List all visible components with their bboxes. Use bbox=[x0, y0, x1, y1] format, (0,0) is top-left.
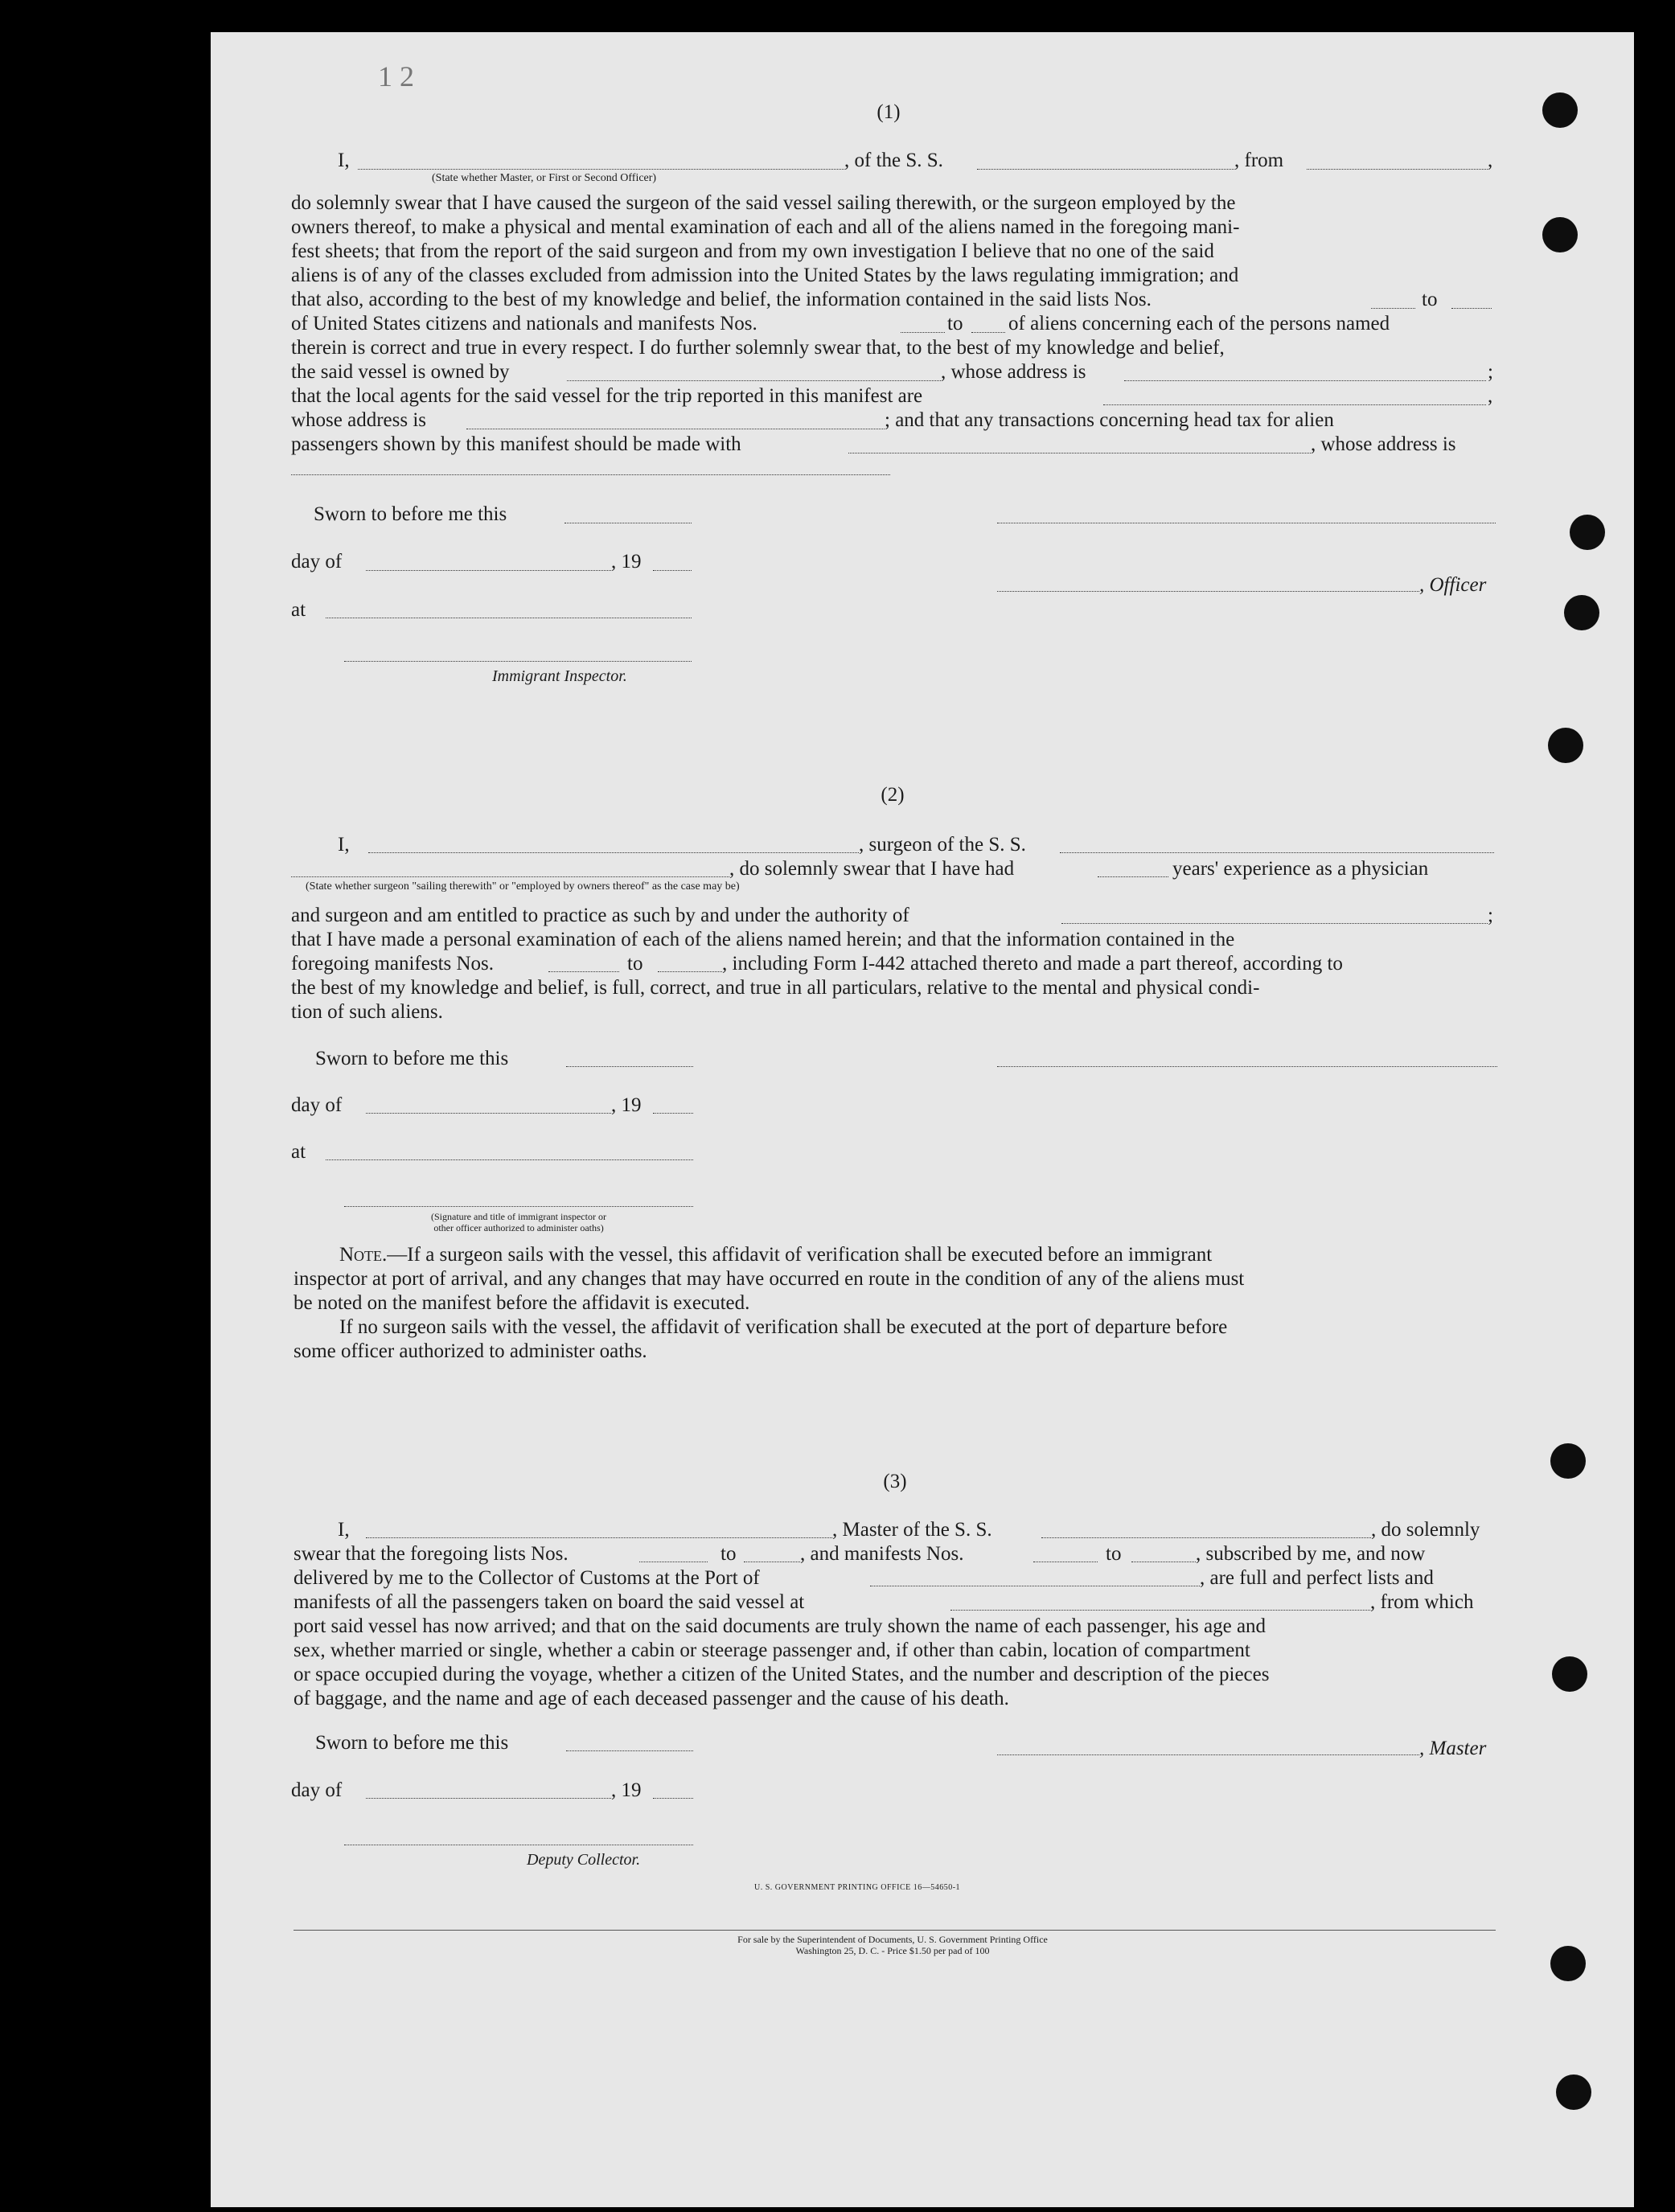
s2-note-5: some officer authorized to administer oaths. bbox=[294, 1340, 647, 1362]
rule bbox=[1371, 308, 1415, 309]
footer-sale-1: For sale by the Superintendent of Documents, U. S. Government Printing Office bbox=[737, 1934, 1048, 1945]
s3-i: I, bbox=[338, 1519, 350, 1541]
s2-sig-note-1: (Signature and title of immigrant inspector or bbox=[431, 1211, 606, 1222]
s3-nineteen: , 19 bbox=[611, 1779, 642, 1801]
s3-p1b: to bbox=[720, 1543, 737, 1565]
s1-comma: , bbox=[1488, 150, 1493, 171]
s1-p7: therein is correct and true in every respect. I do further solemnly swear that, to the best of my knowledge and belief, bbox=[291, 337, 1225, 359]
rule bbox=[326, 1159, 693, 1160]
s2-i: I, bbox=[338, 834, 350, 856]
s1-p11b: , whose address is bbox=[1311, 433, 1456, 455]
s1-sworn: Sworn to before me this bbox=[314, 503, 507, 525]
s3-solemnly: , do solemnly bbox=[1371, 1519, 1480, 1541]
s1-p10b: ; and that any transactions concerning head tax for alien bbox=[885, 409, 1334, 431]
rule bbox=[366, 1113, 611, 1114]
s1-of-ss: , of the S. S. bbox=[844, 150, 943, 171]
s2-state-note: (State whether surgeon "sailing therewith" or "employed by owners thereof" as the case may be) bbox=[306, 880, 740, 893]
s3-p5: sex, whether married or single, whether a cabin or steerage passenger and, if other than cabin, location of compartment bbox=[294, 1640, 1250, 1661]
s1-p1: do solemnly swear that I have caused the surgeon of the said vessel sailing therewith, or the surgeon employed by the bbox=[291, 192, 1236, 214]
rule bbox=[1103, 404, 1486, 405]
rule bbox=[291, 474, 890, 475]
s1-p4: aliens is of any of the classes excluded from admission into the United States by the laws regulating immigration; and bbox=[291, 265, 1239, 286]
rule bbox=[950, 1610, 1370, 1611]
s2-note-2: inspector at port of arrival, and any changes that may have occurred en route in the condition of any of the aliens must bbox=[294, 1268, 1245, 1290]
punch-hole bbox=[1550, 1443, 1586, 1479]
signature-line bbox=[997, 1066, 1497, 1067]
s2-p3a: foregoing manifests Nos. bbox=[291, 953, 495, 975]
s2-nineteen: , 19 bbox=[611, 1094, 642, 1116]
rule bbox=[291, 876, 729, 877]
s2-p3c: , including Form I-442 attached thereto and made a part thereof, according to bbox=[722, 953, 1343, 975]
s3-p6: or space occupied during the voyage, whether a citizen of the United States, and the number and description of the pieces bbox=[294, 1664, 1270, 1685]
s1-p11a: passengers shown by this manifest should be made with bbox=[291, 433, 741, 455]
s3-p1a: swear that the foregoing lists Nos. bbox=[294, 1543, 569, 1565]
s1-officer: , Officer bbox=[1419, 574, 1487, 596]
rule bbox=[368, 852, 859, 853]
s3-p1c: , and manifests Nos. bbox=[800, 1543, 964, 1565]
punch-hole bbox=[1564, 595, 1599, 630]
s3-p2a: delivered by me to the Collector of Customs at the Port of bbox=[294, 1567, 760, 1589]
s2-l2a: , do solemnly swear that I have had bbox=[729, 858, 1015, 880]
s1-at: at bbox=[291, 599, 306, 621]
s2-note-1 bbox=[339, 1243, 1212, 1267]
s3-master-of: , Master of the S. S. bbox=[832, 1519, 992, 1541]
rule bbox=[1098, 876, 1168, 877]
rule bbox=[1060, 852, 1494, 853]
footer-rule bbox=[294, 1930, 1496, 1931]
s2-sworn: Sworn to before me this bbox=[315, 1048, 509, 1069]
s1-inspector: Immigrant Inspector. bbox=[492, 667, 627, 685]
punch-hole bbox=[1548, 728, 1583, 763]
s1-p9a: that the local agents for the said vessel for the trip reported in this manifest are bbox=[291, 385, 923, 407]
s1-p3: fest sheets; that from the report of the said surgeon and from my own investigation I believe that no one of the said bbox=[291, 240, 1214, 262]
s3-p3b: , from which bbox=[1370, 1591, 1474, 1613]
rule bbox=[901, 332, 945, 333]
s1-p10a: whose address is bbox=[291, 409, 427, 431]
s1-p8c: ; bbox=[1488, 361, 1493, 383]
s1-p6a: of United States citizens and nationals and manifests Nos. bbox=[291, 313, 757, 334]
s1-p6b: to bbox=[947, 313, 963, 334]
s3-p1d: to bbox=[1106, 1543, 1122, 1565]
s2-note-label: Note. bbox=[339, 1244, 388, 1266]
rule bbox=[1124, 380, 1486, 381]
s1-p9b: , bbox=[1488, 385, 1493, 407]
s2-surgeon: , surgeon of the S. S. bbox=[859, 834, 1026, 856]
signature-line bbox=[344, 661, 692, 662]
rule bbox=[566, 1750, 693, 1751]
s3-day-of: day of bbox=[291, 1779, 343, 1801]
s2-p2: that I have made a personal examination of each of the aliens named herein; and that the information contained in the bbox=[291, 929, 1235, 950]
s2-p1b: ; bbox=[1488, 905, 1493, 926]
s1-nineteen: , 19 bbox=[611, 551, 642, 572]
rule bbox=[653, 1113, 693, 1114]
rule bbox=[366, 1537, 832, 1538]
s3-p2b: , are full and perfect lists and bbox=[1200, 1567, 1434, 1589]
rule bbox=[658, 971, 722, 972]
section-1-number: (1) bbox=[877, 101, 901, 123]
s3-deputy: Deputy Collector. bbox=[527, 1851, 641, 1869]
s2-l2b: years' experience as a physician bbox=[1172, 858, 1429, 880]
s3-p4: port said vessel has now arrived; and that on the said documents are truly shown the name of each passenger, his age and bbox=[294, 1615, 1267, 1637]
gpo-imprint: U. S. GOVERNMENT PRINTING OFFICE 16—54650-1 bbox=[754, 1883, 961, 1892]
section-2-number: (2) bbox=[881, 784, 905, 806]
section-3-number: (3) bbox=[883, 1471, 907, 1492]
punch-hole bbox=[1542, 217, 1578, 252]
rule bbox=[366, 570, 611, 571]
rule bbox=[366, 1798, 611, 1799]
s2-note-4: If no surgeon sails with the vessel, the affidavit of verification shall be executed at the port of departure before bbox=[339, 1316, 1228, 1338]
s2-sig-note-2: other officer authorized to administer oaths) bbox=[433, 1222, 604, 1233]
punch-hole bbox=[1550, 1946, 1586, 1981]
rule bbox=[977, 169, 1234, 170]
s2-p4: the best of my knowledge and belief, is full, correct, and true in all particulars, relative to the mental and physical condi- bbox=[291, 977, 1260, 999]
header-marks: 1 2 bbox=[378, 60, 414, 92]
rule bbox=[566, 1066, 693, 1067]
s3-p7: of baggage, and the name and age of each deceased passenger and the cause of his death. bbox=[294, 1688, 1009, 1709]
s1-p6c: of aliens concerning each of the persons named bbox=[1008, 313, 1390, 334]
s3-master: , Master bbox=[1419, 1738, 1487, 1759]
rule bbox=[1041, 1537, 1371, 1538]
s1-p8b: , whose address is bbox=[941, 361, 1086, 383]
rule bbox=[653, 1798, 693, 1799]
s1-p5b: to bbox=[1422, 289, 1438, 310]
rule bbox=[653, 570, 692, 571]
punch-hole bbox=[1542, 92, 1578, 128]
s1-p8a: the said vessel is owned by bbox=[291, 361, 510, 383]
s3-p1e: , subscribed by me, and now bbox=[1196, 1543, 1426, 1565]
s2-p5: tion of such aliens. bbox=[291, 1001, 443, 1023]
rule bbox=[567, 380, 941, 381]
punch-hole bbox=[1556, 2075, 1591, 2110]
s2-at: at bbox=[291, 1141, 306, 1163]
punch-hole bbox=[1552, 1656, 1587, 1692]
footer-sale-2: Washington 25, D. C. - Price $1.50 per pad of 100 bbox=[795, 1945, 990, 1956]
signature-line bbox=[997, 1754, 1419, 1755]
s1-state-note: (State whether Master, or First or Second Officer) bbox=[432, 172, 657, 184]
signature-line bbox=[344, 1206, 693, 1207]
s2-p1a: and surgeon and am entitled to practice as such by and under the authority of bbox=[291, 905, 909, 926]
rule bbox=[1061, 923, 1488, 924]
s1-p5a: that also, according to the best of my knowledge and belief, the information contained in the said lists Nos. bbox=[291, 289, 1152, 310]
s1-from: , from bbox=[1234, 150, 1284, 171]
s1-i: I, bbox=[338, 150, 350, 171]
rule bbox=[358, 169, 844, 170]
s2-day-of: day of bbox=[291, 1094, 343, 1116]
rule bbox=[971, 332, 1005, 333]
rule bbox=[1451, 308, 1492, 309]
s1-p2: owners thereof, to make a physical and mental examination of each and all of the aliens named in the foregoing mani- bbox=[291, 216, 1240, 238]
rule bbox=[1307, 169, 1488, 170]
signature-line bbox=[997, 591, 1419, 592]
s2-p3b: to bbox=[627, 953, 643, 975]
s3-p3a: manifests of all the passengers taken on board the said vessel at bbox=[294, 1591, 805, 1613]
punch-hole bbox=[1570, 515, 1605, 550]
s1-day-of: day of bbox=[291, 551, 343, 572]
s2-note-text-1: —If a surgeon sails with the vessel, this affidavit of verification shall be executed before an immigrant bbox=[387, 1244, 1213, 1266]
s3-sworn: Sworn to before me this bbox=[315, 1732, 509, 1754]
rule bbox=[548, 971, 619, 972]
s2-note-3: be noted on the manifest before the affidavit is executed. bbox=[294, 1292, 750, 1314]
